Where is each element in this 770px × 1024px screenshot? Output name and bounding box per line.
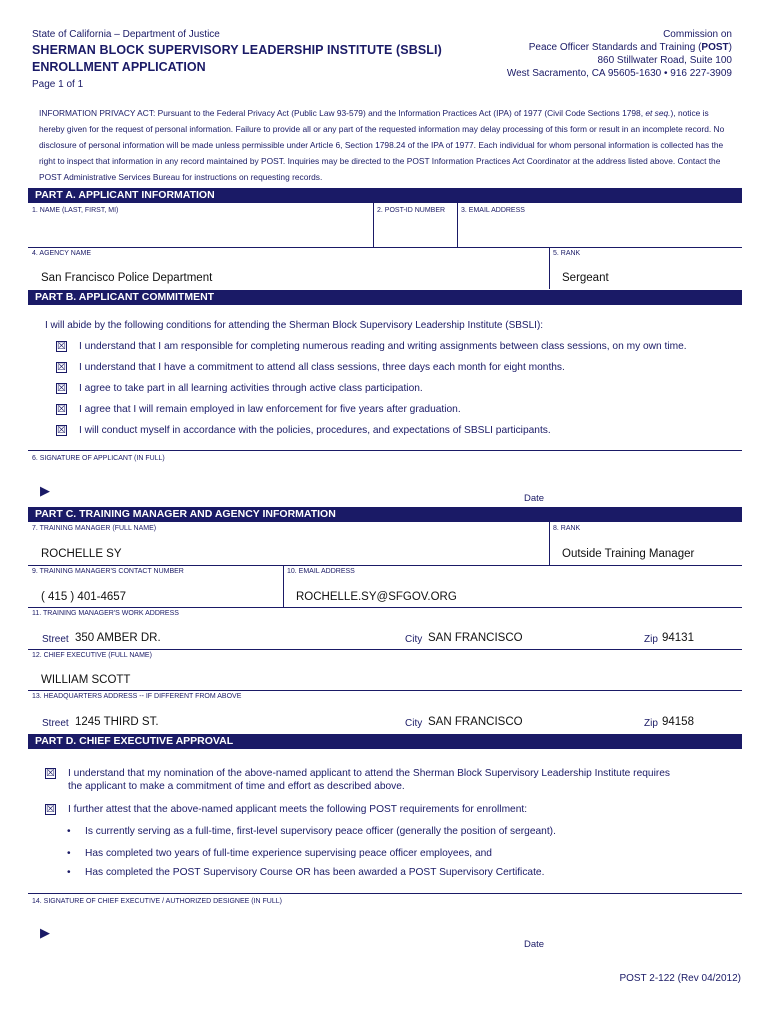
hq-city-label: City [405, 718, 423, 729]
form-number: POST 2-122 (Rev 04/2012) [619, 973, 741, 984]
email-field[interactable] [461, 214, 739, 244]
agency-label: 4. AGENCY NAME [32, 250, 92, 257]
requirement-3: Has completed the POST Supervisory Course OR has been awarded a POST Supervisory Certificate. [85, 867, 545, 878]
bullet-icon: • [67, 867, 71, 878]
part-c-header: PART C. TRAINING MANAGER AND AGENCY INFORMATION [28, 507, 742, 522]
commitment-checkbox-1[interactable]: ☒ [57, 341, 66, 352]
hq-address-label: 13. HEADQUARTERS ADDRESS -- IF DIFFERENT FROM ABOVE [32, 693, 242, 700]
approval-text-1a: I understand that my nomination of the above-named applicant to attend the Sherman Block Supervisory Leadership Institute requires [68, 768, 670, 779]
hq-city-field[interactable]: SAN FRANCISCO [428, 716, 523, 728]
chief-signature-field[interactable] [60, 912, 500, 942]
work-city-label: City [405, 634, 423, 645]
requirement-2: Has completed two years of full-time experience supervising peace officer employees, and [85, 848, 492, 859]
part-a-header: PART A. APPLICANT INFORMATION [28, 188, 742, 203]
commitment-checkbox-3[interactable]: ☒ [57, 383, 66, 394]
part-d-header: PART D. CHIEF EXECUTIVE APPROVAL [28, 734, 742, 749]
commission-line2: Peace Officer Standards and Training (POST) [528, 42, 732, 53]
commission-line1: Commission on [663, 29, 732, 40]
rank-label: 5. RANK [553, 250, 581, 257]
work-address-label: 11. TRAINING MANAGER'S WORK ADDRESS [32, 610, 179, 617]
privacy-notice: INFORMATION PRIVACY ACT: Pursuant to the Federal Privacy Act (Public Law 93-579) and the Information Practices Act (IPA) of 1977 (Civil Code Sections 1798, et seq.), notice is hereby given for the request of personal information. Failure to provide all or any part of the requested information may delay processing of this form or result in an incomplete record. No disclosure of personal information will be made unless permissible under Article 6, Section 1798.24 of the IPA of 1977. Each individual for whom personal information is collected has the right to inspect that information in any record maintained by POST. Inquiries may be directed to the POST Information Practices Act Coordinator at the address listed above. Contact the POST Administrative Services Bureau for instructions on requesting records. [39, 108, 725, 182]
manager-email-field[interactable]: ROCHELLE.SY@SFGOV.ORG [296, 591, 457, 603]
commitment-text-2: I understand that I have a commitment to attend all class sessions, three days each month for eight months. [79, 362, 565, 373]
commitment-text-5: I will conduct myself in accordance with the policies, procedures, and expectations of SBSLI participants. [79, 425, 551, 436]
work-zip-label: Zip [644, 634, 658, 645]
commitment-intro: I will abide by the following conditions for attending the Sherman Block Supervisory Leadership Institute (SBSLI): [45, 320, 544, 331]
rank-field[interactable]: Sergeant [562, 272, 609, 284]
form-subtitle: ENROLLMENT APPLICATION [32, 60, 206, 74]
address-line2: West Sacramento, CA 95605-1630 • 916 227-3909 [506, 68, 732, 79]
requirement-1: Is currently serving as a full-time, first-level supervisory peace officer (generally the position of sergeant). [85, 826, 556, 837]
chief-date-label: Date [524, 939, 545, 950]
commitment-checkbox-2[interactable]: ☒ [57, 362, 66, 373]
commitment-text-4: I agree that I will remain employed in law enforcement for five years after graduation. [79, 404, 461, 415]
commitment-text-3: I agree to take part in all learning activities through active class participation. [79, 383, 423, 394]
applicant-date-label: Date [524, 493, 545, 504]
chief-name-field[interactable]: WILLIAM SCOTT [41, 674, 131, 686]
page-number: Page 1 of 1 [32, 79, 84, 90]
approval-checkbox-1[interactable]: ☒ [46, 768, 55, 779]
part-b-header: PART B. APPLICANT COMMITMENT [28, 290, 742, 305]
hq-street-field[interactable]: 1245 THIRD ST. [75, 716, 159, 728]
commitment-checkbox-5[interactable]: ☒ [57, 425, 66, 436]
signature-arrow-icon: ▶ [40, 925, 50, 940]
manager-rank-field[interactable]: Outside Training Manager [562, 548, 695, 560]
name-label: 1. NAME (LAST, FIRST, MI) [32, 207, 119, 214]
bullet-icon: • [67, 848, 71, 859]
chief-label: 12. CHIEF EXECUTIVE (FULL NAME) [32, 652, 152, 659]
bullet-icon: • [67, 826, 71, 837]
form-title: SHERMAN BLOCK SUPERVISORY LEADERSHIP INSTITUTE (SBSLI) [32, 43, 442, 57]
name-field[interactable] [32, 214, 370, 244]
manager-email-label: 10. EMAIL ADDRESS [287, 568, 355, 575]
email-label: 3. EMAIL ADDRESS [461, 207, 525, 214]
hq-zip-field[interactable]: 94158 [662, 716, 694, 728]
work-street-field[interactable]: 350 AMBER DR. [75, 632, 161, 644]
phone-label: 9. TRAINING MANAGER'S CONTACT NUMBER [32, 568, 184, 575]
address-line1: 860 Stillwater Road, Suite 100 [597, 55, 732, 66]
postid-label: 2. POST-ID NUMBER [377, 207, 446, 214]
signature-arrow-icon: ▶ [40, 483, 50, 498]
manager-name-field[interactable]: ROCHELLE SY [41, 548, 122, 560]
approval-text-2: I further attest that the above-named applicant meets the following POST requirements for enrollment: [68, 804, 528, 815]
hq-street-label: Street [42, 718, 69, 729]
hq-zip-label: Zip [644, 718, 658, 729]
work-street-label: Street [42, 634, 69, 645]
agency-name: State of California – Department of Justice [32, 29, 220, 40]
phone-field[interactable]: ( 415 ) 401-4657 [41, 591, 127, 603]
applicant-signature-field[interactable] [60, 470, 500, 500]
work-zip-field[interactable]: 94131 [662, 632, 694, 644]
agency-field[interactable]: San Francisco Police Department [41, 272, 213, 284]
approval-text-1b: the applicant to make a commitment of time and effort as described above. [68, 781, 405, 792]
applicant-signature-label: 6. SIGNATURE OF APPLICANT (IN FULL) [32, 455, 165, 462]
approval-checkbox-2[interactable]: ☒ [46, 804, 55, 815]
manager-rank-label: 8. RANK [553, 525, 581, 532]
manager-label: 7. TRAINING MANAGER (FULL NAME) [32, 525, 157, 532]
commitment-checkbox-4[interactable]: ☒ [57, 404, 66, 415]
chief-signature-label: 14. SIGNATURE OF CHIEF EXECUTIVE / AUTHORIZED DESIGNEE (IN FULL) [32, 898, 282, 905]
work-city-field[interactable]: SAN FRANCISCO [428, 632, 523, 644]
commitment-text-1: I understand that I am responsible for completing numerous reading and writing assignments between class sessions, on my own time. [79, 341, 687, 352]
postid-field[interactable] [377, 214, 453, 244]
